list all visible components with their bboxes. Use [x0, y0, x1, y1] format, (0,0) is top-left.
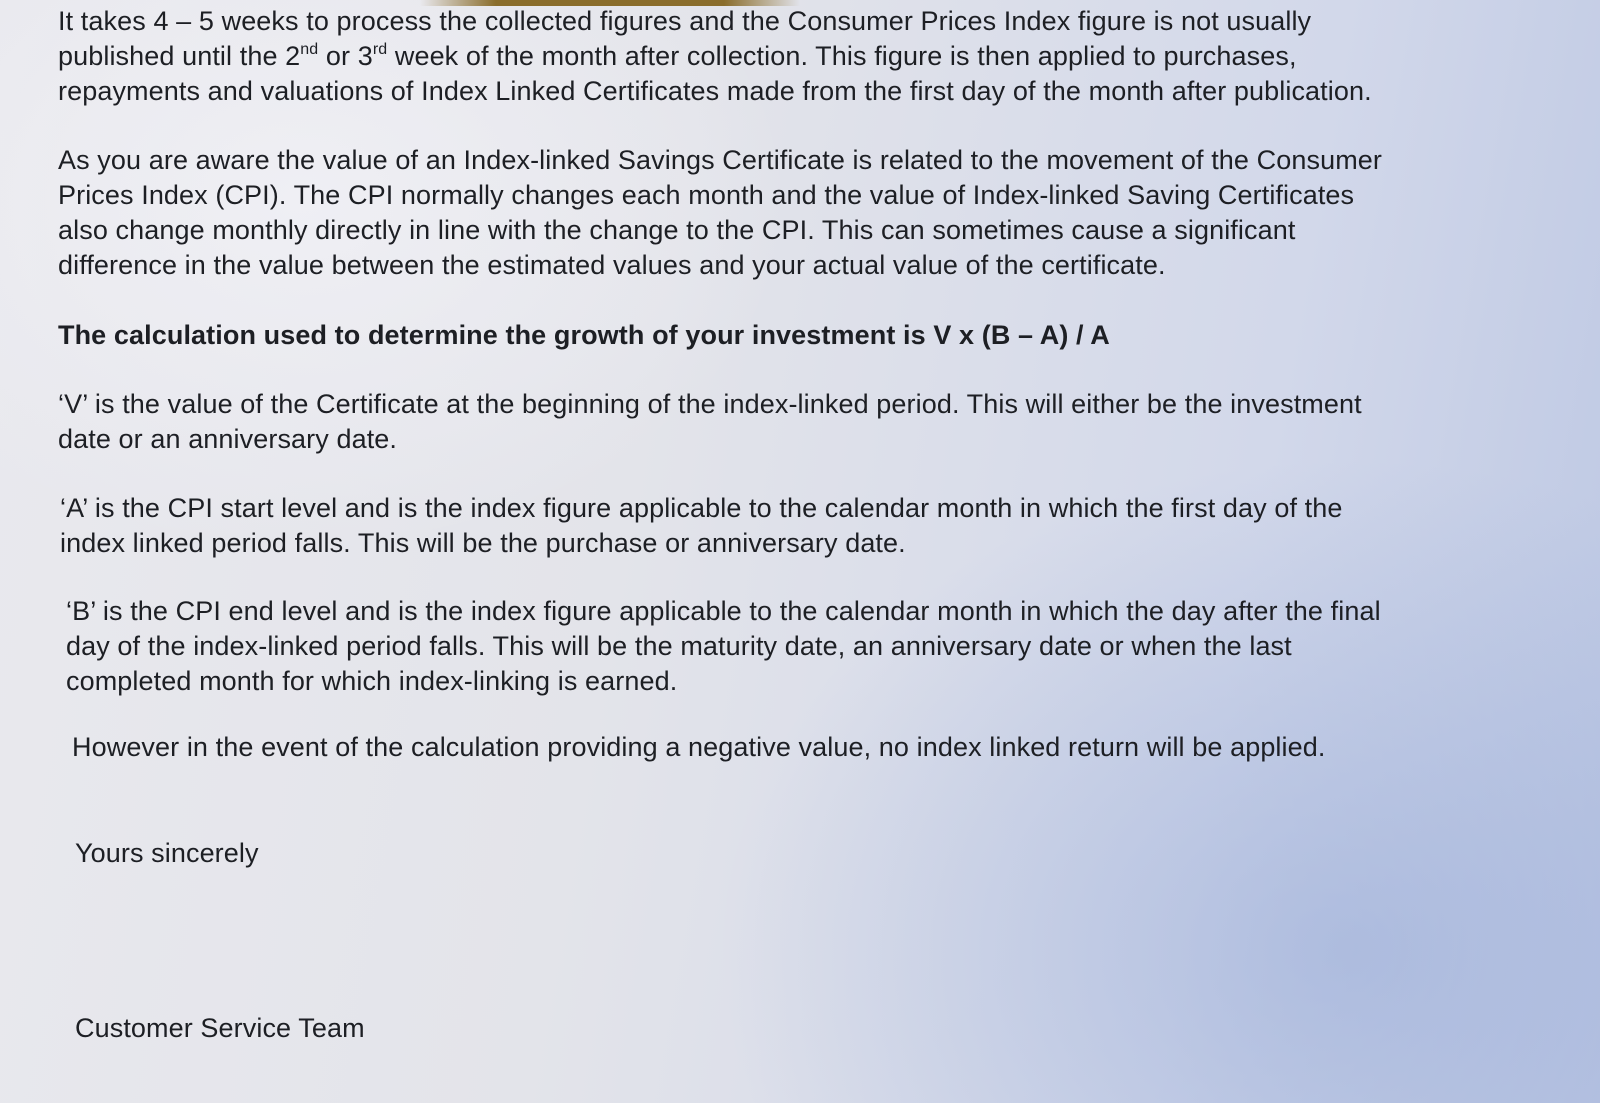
paragraph-line: As you are aware the value of an Index-linked Savings Certificate is related to the movement of the Consumer: [58, 145, 1382, 175]
paragraph-line: date or an anniversary date.: [58, 424, 398, 454]
ordinal-suffix: nd: [300, 41, 319, 58]
paragraph-line: ‘V’ is the value of the Certificate at the beginning of the index-linked period. This will either be the investment: [58, 389, 1362, 419]
paragraph-line: also change monthly directly in line with the change to the CPI. This can sometimes cause a significant: [58, 215, 1296, 245]
definition-b: [66, 594, 1381, 699]
ordinal-suffix: rd: [372, 41, 388, 58]
paragraph-line: index linked period falls. This will be the purchase or anniversary date.: [60, 528, 906, 558]
paragraph-line: day of the index-linked period falls. This will be the maturity date, an anniversary date or when the last: [66, 631, 1292, 661]
definition-v: [58, 387, 1362, 457]
paragraph-line: [58, 41, 1297, 71]
paragraph-line: ‘A’ is the CPI start level and is the index figure applicable to the calendar month in which the first day of the: [60, 493, 1343, 523]
closing-salutation: Yours sincerely: [75, 838, 259, 868]
paragraph-processing-time: [58, 4, 1372, 109]
paragraph-line: repayments and valuations of Index Linked Certificates made from the first day of the month after publication.: [58, 76, 1372, 106]
text-fragment: or 3: [318, 41, 373, 71]
definition-a: [60, 491, 1343, 561]
paragraph-cpi-movement: [58, 143, 1382, 283]
paragraph-line: completed month for which index-linking is earned.: [66, 666, 678, 696]
paragraph-line: difference in the value between the estimated values and your actual value of the certificate.: [58, 250, 1166, 280]
paragraph-line: Prices Index (CPI). The CPI normally changes each month and the value of Index-linked Saving Certificates: [58, 180, 1355, 210]
negative-value-note: However in the event of the calculation providing a negative value, no index linked return will be applied.: [72, 732, 1326, 762]
paragraph-line: It takes 4 – 5 weeks to process the collected figures and the Consumer Prices Index figure is not usually: [58, 6, 1312, 36]
calculation-heading: The calculation used to determine the growth of your investment is V x (B – A) / A: [58, 320, 1110, 350]
text-fragment: week of the month after collection. This figure is then applied to purchases,: [387, 41, 1297, 71]
text-fragment: published until the 2: [58, 41, 301, 71]
signature-team: Customer Service Team: [75, 1013, 365, 1043]
paragraph-line: ‘B’ is the CPI end level and is the index figure applicable to the calendar month in which the day after the final: [66, 596, 1381, 626]
